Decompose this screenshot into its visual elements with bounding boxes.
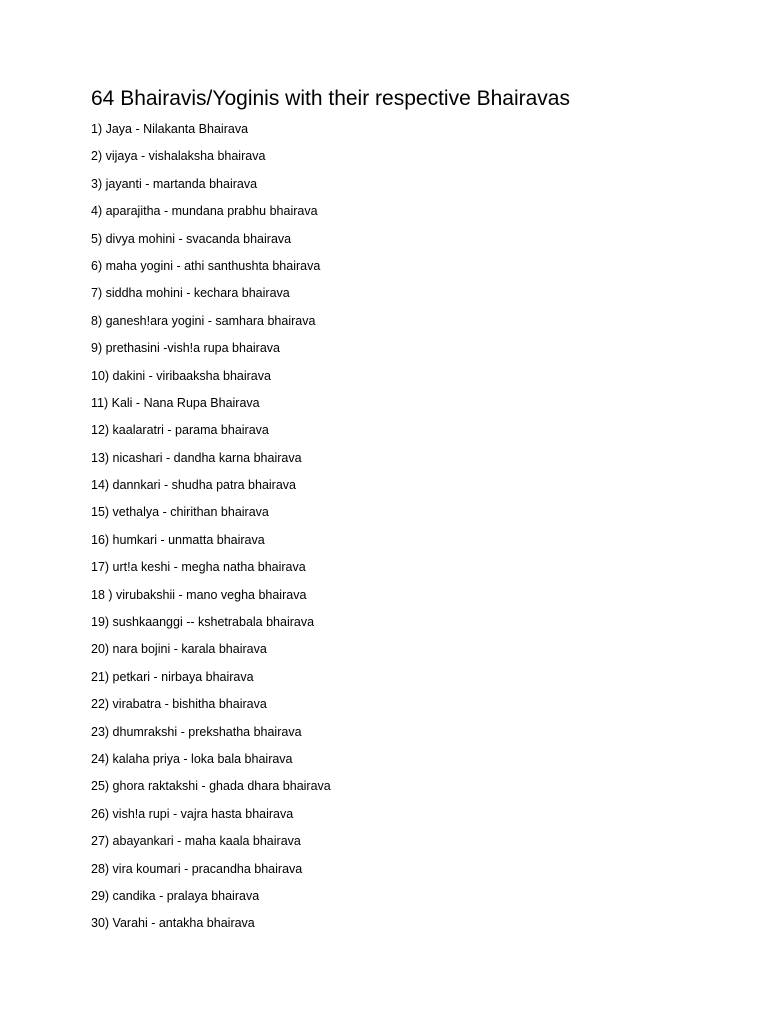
list-item: 24) kalaha priya - loka bala bhairava (91, 751, 293, 766)
list-item: 5) divya mohini - svacanda bhairava (91, 231, 292, 246)
list-item: 26) vish!a rupi - vajra hasta bhairava (91, 806, 294, 821)
list-item: 18 ) virubakshii - mano vegha bhairava (91, 587, 307, 602)
list-item: 23) dhumrakshi - prekshatha bhairava (91, 724, 302, 739)
list-item: 10) dakini - viribaaksha bhairava (91, 368, 271, 383)
list-item: 3) jayanti - martanda bhairava (91, 176, 258, 191)
list-item: 27) abayankari - maha kaala bhairava (91, 834, 301, 849)
list-item: 7) siddha mohini - kechara bhairava (91, 286, 290, 301)
list-item: 25) ghora raktakshi - ghada dhara bhairava (91, 779, 331, 794)
document-page (91, 84, 731, 938)
list-item: 12) kaalaratri - parama bhairava (91, 423, 269, 438)
document-title: 64 Bhairavis/Yoginis with their respective Bhairavas (91, 87, 570, 110)
list-item: 20) nara bojini - karala bhairava (91, 642, 267, 657)
list-item: 22) virabatra - bishitha bhairava (91, 697, 267, 712)
list-item: 6) maha yogini - athi santhushta bhairava (91, 258, 321, 273)
list-item: 17) urt!a keshi - megha natha bhairava (91, 560, 306, 575)
list-item: 14) dannkari - shudha patra bhairava (91, 478, 296, 493)
list-item: 9) prethasini -vish!a rupa bhairava (91, 341, 280, 356)
list-item: 13) nicashari - dandha karna bhairava (91, 450, 302, 465)
list-item: 21) petkari - nirbaya bhairava (91, 669, 254, 684)
list-item: 1) Jaya - Nilakanta Bhairava (91, 122, 249, 136)
list-item: 4) aparajitha - mundana prabhu bhairava (91, 204, 318, 219)
list-item: 16) humkari - unmatta bhairava (91, 532, 265, 547)
list-item: 8) ganesh!ara yogini - samhara bhairava (91, 313, 316, 328)
entry-list (91, 116, 731, 938)
list-item: 2) vijaya - vishalaksha bhairava (91, 149, 266, 164)
list-item: 30) Varahi - antakha bhairava (91, 916, 255, 931)
list-item: 28) vira koumari - pracandha bhairava (91, 861, 303, 876)
list-item: 29) candika - pralaya bhairava (91, 888, 260, 903)
list-item: 19) sushkaanggi -- kshetrabala bhairava (91, 615, 315, 630)
list-item: 11) Kali - Nana Rupa Bhairava (91, 395, 260, 410)
list-item: 15) vethalya - chirithan bhairava (91, 505, 269, 520)
